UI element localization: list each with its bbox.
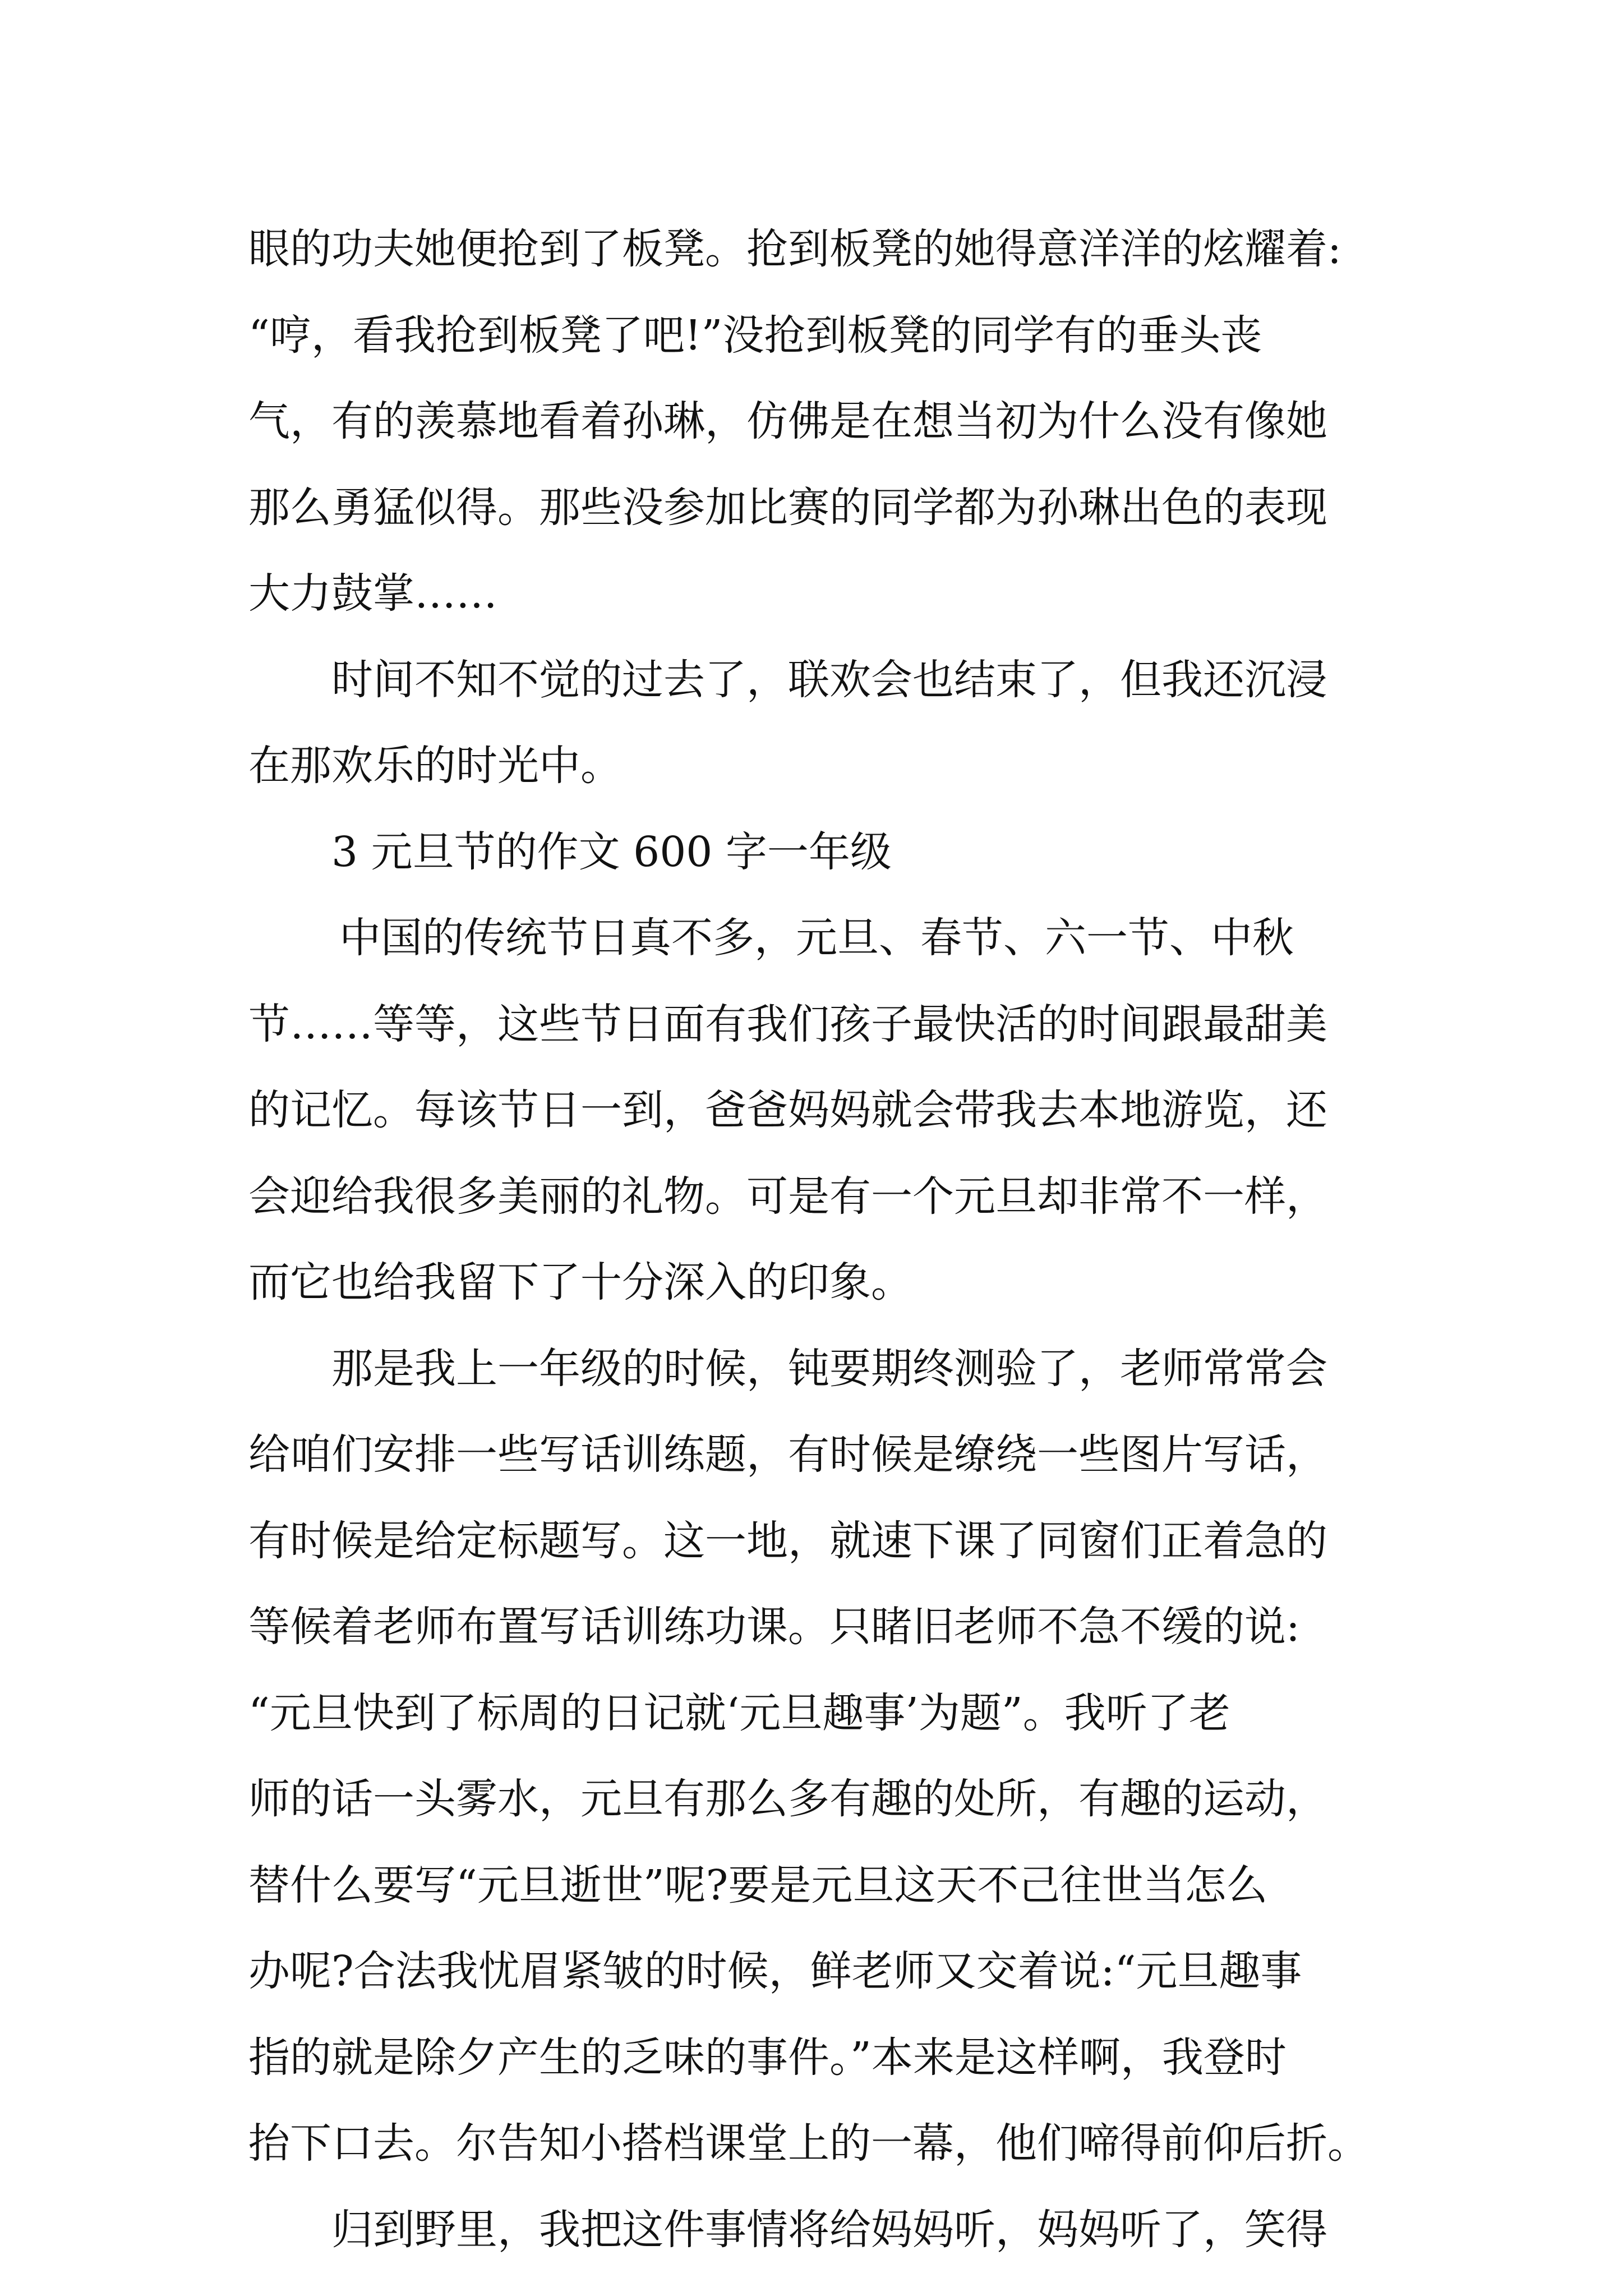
- text-line: 办呢?合法我忧眉紧皱的时候，鲜老师又交着说:“元旦趣事: [248, 1947, 1302, 1995]
- essay-body: [248, 206, 1393, 2273]
- text-line: 大力鼓掌……: [248, 569, 497, 618]
- section-heading: 3 元旦节的作文 600 字一年级: [331, 827, 892, 876]
- text-line: 指的就是除夕产生的乏味的事件。”本来是这样啊，我登时: [248, 2033, 1287, 2082]
- paragraph-start-line: 时间不知不觉的过去了，联欢会也结束了，但我还沉浸: [331, 655, 1327, 704]
- text-line: 抬下口去。尔告知小搭档课堂上的一幕，他们啼得前仰后折。: [248, 2119, 1369, 2168]
- text-line: 那么勇猛似得。那些没参加比赛的同学都为孙琳出色的表现: [248, 483, 1327, 532]
- text-line: 给咱们安排一些写话训练题，有时候是缭绕一些图片写话，: [248, 1430, 1327, 1479]
- text-line: “元旦快到了标周的日记就‘元旦趣事’为题”。我听了老: [248, 1688, 1230, 1737]
- text-line: “哼，看我抢到板凳了吧!”没抢到板凳的同学有的垂头丧: [248, 311, 1262, 360]
- text-line: 而它也给我留下了十分深入的印象。: [248, 1258, 912, 1306]
- text-line: 节……等等，这些节日面有我们孩子最快活的时间跟最甜美: [248, 1000, 1327, 1048]
- text-line: 在那欢乐的时光中。: [248, 742, 622, 790]
- text-line: 眼的功夫她便抢到了板凳。抢到板凳的她得意洋洋的炫耀着:: [248, 225, 1341, 273]
- paragraph-start-line: 中国的传统节日真不多，元旦、春节、六一节、中秋: [339, 914, 1294, 962]
- text-line: 师的话一头雾水，元旦有那么多有趣的处所，有趣的运动，: [248, 1775, 1327, 1823]
- paragraph-start-line: 归到野里，我把这件事情将给妈妈听，妈妈听了，笑得: [331, 2205, 1327, 2254]
- text-line: 有时候是给定标题写。这一地，就速下课了同窗们正着急的: [248, 1516, 1327, 1565]
- text-line: 会迎给我很多美丽的礼物。可是有一个元旦却非常不一样，: [248, 1172, 1327, 1221]
- paragraph-start-line: 那是我上一年级的时候，钝要期终测验了，老师常常会: [331, 1344, 1327, 1393]
- text-line: 气，有的羡慕地看着孙琳，仿佛是在想当初为什么没有像她: [248, 397, 1327, 445]
- text-line: 替什么要写“元旦逝世”呢?要是元旦这天不己往世当怎么: [248, 1861, 1268, 1910]
- text-line: 等候着老师布置写话训练功课。只睹旧老师不急不缓的说:: [248, 1603, 1300, 1651]
- text-line: 的记忆。每该节日一到，爸爸妈妈就会带我去本地游览，还: [248, 1086, 1327, 1134]
